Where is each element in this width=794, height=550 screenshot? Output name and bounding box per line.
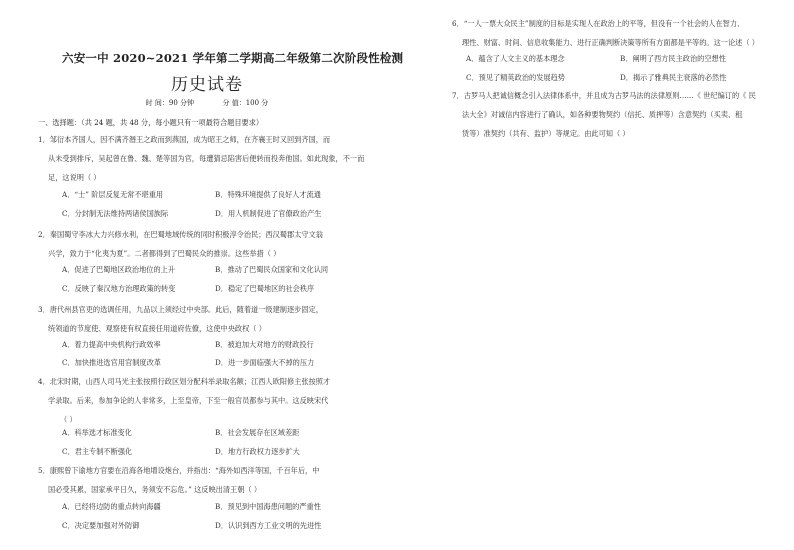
question-line: 足，这说明（ ） <box>48 173 101 182</box>
question-6 <box>452 14 759 52</box>
option-a: A．科举选才标准变化 <box>62 428 132 437</box>
subject-title: 历史试卷 <box>171 75 243 95</box>
question-line: （ ） <box>60 415 77 424</box>
section-heading: 一、选择题：（共 24 题，共 48 分，每小题只有一项最符合题目要求） <box>38 118 264 127</box>
question-line: 法大全》对诚信内容进行了确认，如各种要物契约（信托、质押等）含意契约（买卖、租 <box>462 110 743 119</box>
question-line: 赁等）准契约（共有、监护）等规定。由此可知（ ） <box>462 129 630 138</box>
question-line: 理性、财富、时间、信息收集能力、进行正确判断决策等所有方面都是平等的。这一论述（ ） <box>462 38 759 47</box>
question-1 <box>38 130 364 187</box>
question-7 <box>452 86 756 143</box>
question-line: 1．邹衍本齐国人，因不满齐湣王之政而到燕国，成为昭王之师，在齐襄王时又回到齐国，而 <box>38 135 331 144</box>
question-2 <box>38 225 323 263</box>
option-a: A．“士” 阶层反复无常不堪重用 <box>62 190 164 199</box>
option-a: A．促进了巴蜀地区政治地位的上升 <box>62 265 176 274</box>
option-a: A．着力提高中央机构行政效率 <box>62 340 161 349</box>
question-line: 兴学，致力于“化夷为夏”。二者都得到了巴蜀民众的推崇。这些举措（ ） <box>48 249 281 258</box>
question-5 <box>38 461 319 499</box>
exam-meta <box>62 98 352 108</box>
question-4 <box>38 372 330 429</box>
question-line: 7．古罗马人把诚信概念引入法律体系中，并且成为古罗马法的法律原则……《 世纪编订的《 民 <box>452 91 756 100</box>
question-line: 3．唐代州县官吏的选调任用，九品以上须经过中央部。此后，随着道一级建制逐步固定， <box>38 305 323 314</box>
option-b: B．预见到中国海患问题的严重性 <box>215 502 321 511</box>
option-c: C．决定要加强对外防御 <box>62 521 140 530</box>
option-a: A．已经将边防的重点转向海疆 <box>62 502 161 511</box>
option-d: D．揭示了雅典民主衰落的必然性 <box>620 73 727 82</box>
option-b: B．社会发展存在区域差距 <box>215 428 300 437</box>
question-line: 2．秦国蜀守李冰大力兴修水利，在巴蜀地域传统的同时积极淳令治民；西汉蜀郡太守文翁 <box>38 230 323 239</box>
option-b: B．被迫加大对地方的财政投行 <box>215 340 314 349</box>
exam-title: 六安一中 2020~2021 学年第二学期高二年级第二次阶段性检测 <box>62 51 404 65</box>
question-line: 统领道的节度使、观察使有权直接任用道府佐僚，这使中央政权（ ） <box>48 324 266 333</box>
option-c: C．分封制无法维持两诸侯国族际 <box>62 209 169 218</box>
option-b: B．推动了巴蜀民众国家和文化认同 <box>215 265 329 274</box>
option-d: D．认识到西方工业文明的先进性 <box>215 521 322 530</box>
question-line: 学录取。后来，参加争论的人非常多，上至皇帝，下至一般官员都参与其中。这反映宋代 <box>48 396 329 405</box>
option-d: D．稳定了巴蜀地区的社会秩序 <box>215 284 315 293</box>
question-3 <box>38 300 323 338</box>
option-d: D．地方行政权力逐步扩大 <box>215 447 300 456</box>
option-d: D．进一步面临强大不掉的压力 <box>215 358 315 367</box>
question-line: 6．“一人一票大众民主”制度的目标是实现人在政治上的平等，但没有一个社会的人在智力、 <box>452 19 745 28</box>
option-a: A．蕴含了人文主义的基本理念 <box>466 54 565 63</box>
question-line: 从未受到排斥，吴起曾在鲁、魏、楚等国为官，每遭猜忌陷害后便转而投奔他国。如此现象，不一而 <box>48 154 365 163</box>
option-d: D．用人机制促进了官僚政治产生 <box>215 209 322 218</box>
option-c: C．君主专制不断强化 <box>62 447 133 456</box>
option-c: C．加快推进选官用官制度改革 <box>62 358 161 367</box>
score-label: 分 值：100 分 <box>222 99 269 107</box>
option-c: C．反映了秦汉地方治理政策的转变 <box>62 284 176 293</box>
question-line: 4．北宋时期，山西人司马光主张按照行政区划分配科举录取名额；江西人欧阳修主张按照才 <box>38 377 331 386</box>
time-label: 时 间：90 分钟 <box>145 99 195 107</box>
option-b: B．特殊环境提供了良好人才流通 <box>215 190 321 199</box>
question-line: 5．康熙曾下谕地方官要在沿海各地增设炮台，并指出：“海外如西洋等国，千百年后，中 <box>38 466 320 475</box>
question-line: 国必受其累，国家承平日久，务须安不忘危。” 这反映出清王朝（ ） <box>48 485 262 494</box>
option-c: C．预见了精英政治的发展趋势 <box>466 73 565 82</box>
option-b: B．阐明了西方民主政治的空想性 <box>620 54 726 63</box>
